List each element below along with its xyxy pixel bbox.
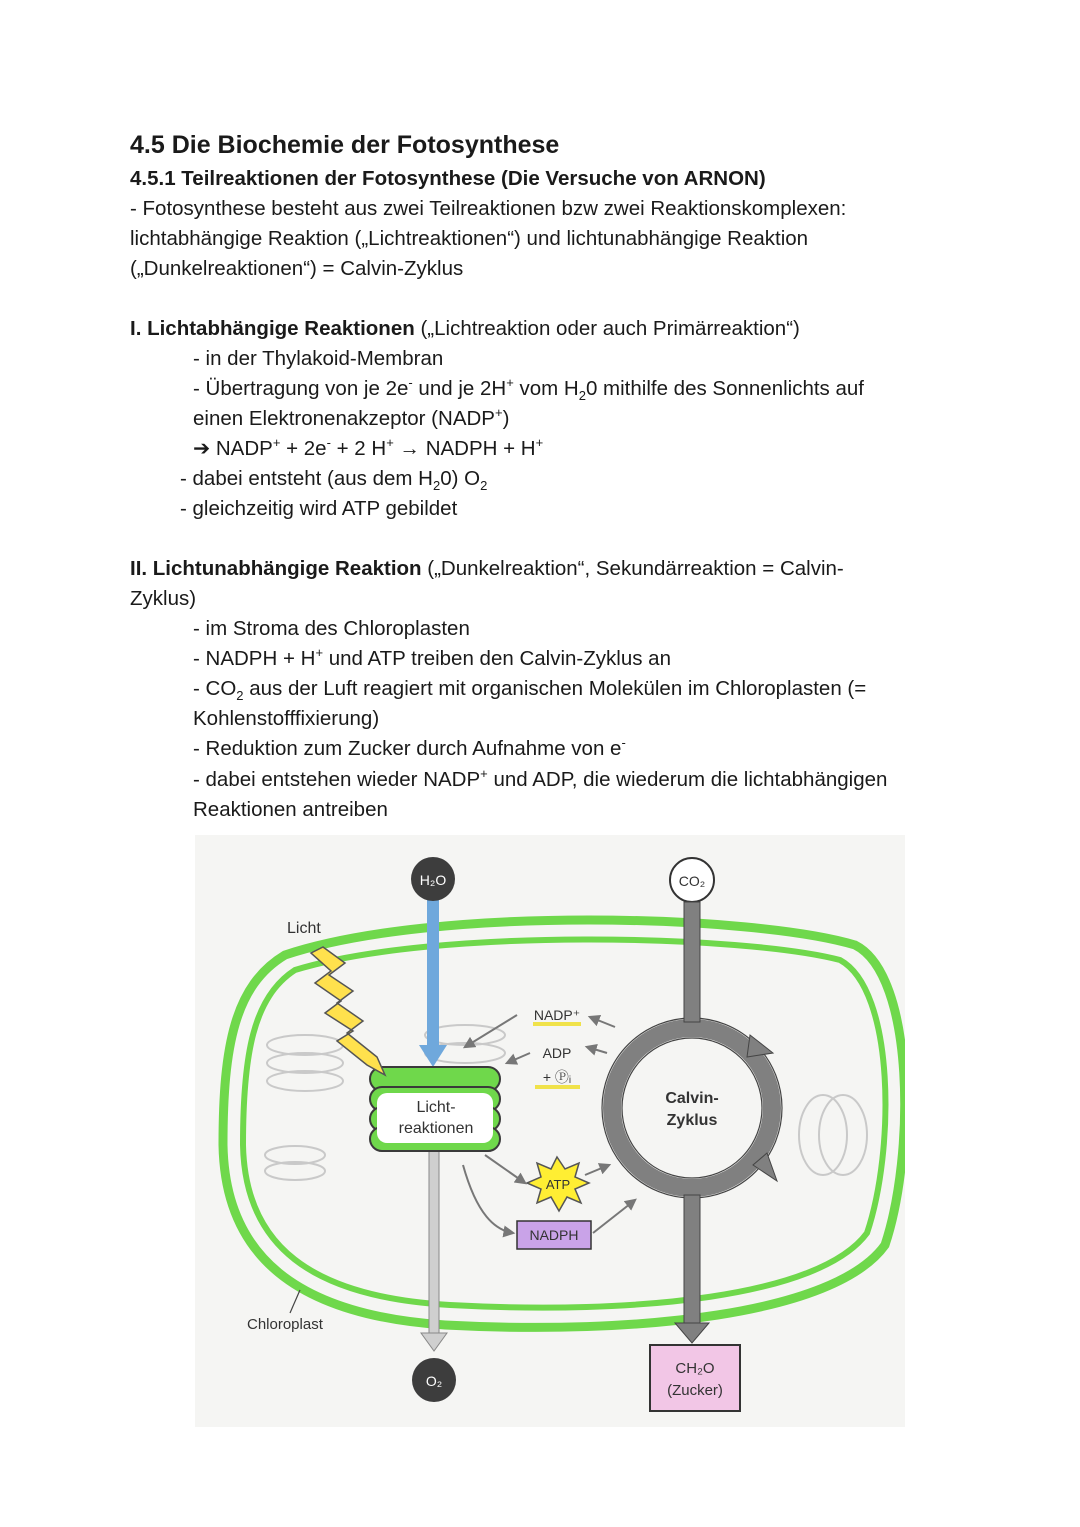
s2b5: - dabei entstehen wieder NADP [193, 768, 481, 791]
s2b4-sup: - [621, 735, 626, 751]
s1b2l2-sup: + [494, 405, 503, 421]
s2b5-sup: + [480, 766, 488, 782]
light-label: Licht [287, 920, 321, 937]
sugar-label-2: (Zucker) [667, 1382, 723, 1399]
s1b2l2: einen Elektronenakzeptor (NADP [193, 407, 495, 430]
calvin-label-2: Zyklus [666, 1112, 718, 1129]
eq-a-sup: + [272, 435, 281, 451]
calvin-label-1: Calvin- [665, 1090, 719, 1107]
sugar-label-1: CH₂O [675, 1360, 715, 1377]
section2-title: II. Lichtunabhängige Reaktion [130, 557, 422, 580]
s1b2b-sup: + [506, 375, 514, 391]
section1-bullet-4: - gleichzeitig wird ATP gebildet [180, 497, 458, 520]
o2-label: O₂ [425, 1373, 443, 1389]
nadp-plus-label: NADP⁺ [533, 1007, 581, 1023]
section2-title-note: („Dunkelreaktion“, Sekundärreaktion = Calvin- [421, 557, 844, 580]
s2b4: - Reduktion zum Zucker durch Aufnahme von e [193, 737, 622, 760]
section1-bullet-2 [193, 374, 864, 404]
s2b2b: und ATP treiben den Calvin-Zyklus an [323, 647, 671, 670]
light-reactions-label-2: reaktionen [398, 1120, 474, 1137]
sugar-box [650, 1345, 740, 1411]
co2-label: CO₂ [678, 873, 706, 889]
eq-c-sup: + [386, 435, 394, 451]
photosynthesis-diagram [195, 835, 905, 1427]
s1b3b: 0) O [440, 467, 481, 490]
h2o-arrow-shaft [427, 887, 439, 1047]
eq-b-sup: - [326, 435, 331, 451]
section1-equation [193, 434, 543, 464]
s2b2a: - NADPH + H [193, 647, 316, 670]
light-reactions-label-1: Licht- [416, 1099, 456, 1116]
pi-label: + Ⓟᵢ [542, 1069, 572, 1085]
section2-bullet-3 [193, 674, 866, 704]
s1b2c: vom H [513, 377, 579, 400]
s2b5b: und ADP, die wiederum die lichtabhängigen [487, 768, 888, 791]
s2b3a: - CO [193, 677, 237, 700]
section1-bullet-1: - in der Thylakoid-Membran [193, 347, 444, 370]
section1-bullet-3 [180, 464, 487, 494]
chloroplast-label: Chloroplast [247, 1316, 323, 1333]
atp-label: ATP [545, 1177, 571, 1192]
s1b3a-sub: 2 [432, 478, 441, 494]
eq-d-sup: + [535, 435, 544, 451]
co2-arrow-shaft [684, 902, 700, 1022]
section2-bullet-5-line2: Reaktionen antreiben [193, 798, 388, 821]
eq-c: + 2 H [330, 437, 387, 460]
intro-line-3: („Dunkelreaktionen“) = Calvin-Zyklus [130, 257, 464, 280]
section2-bullet-5 [193, 765, 887, 795]
eq-a: ➔ NADP [193, 437, 273, 460]
section2-bullet-2 [193, 644, 671, 674]
section2-bullet-1: - im Stroma des Chloroplasten [193, 617, 470, 640]
nadph-label: NADPH [529, 1227, 579, 1243]
sugar-arrow-shaft [684, 1195, 700, 1325]
section2-heading [130, 554, 844, 584]
eq-b: + 2e [280, 437, 327, 460]
s2b2a-sup: + [315, 645, 324, 661]
section1-title-note: („Lichtreaktion oder auch Primärreaktion“) [414, 317, 800, 340]
s1b3a: - dabei entsteht (aus dem H [180, 467, 433, 490]
o2-arrow-shaft [429, 1135, 439, 1335]
intro-line-2: lichtabhängige Reaktion („Lichtreaktionen“) und lichtunabhängige Reaktion [130, 227, 809, 250]
section1-title: I. Lichtabhängige Reaktionen [130, 317, 415, 340]
section2-bullet-4 [193, 734, 626, 764]
s1b2l2-end: ) [502, 407, 510, 430]
intro-line-1: - Fotosynthese besteht aus zwei Teilreaktionen bzw zwei Reaktionskomplexen: [130, 197, 847, 220]
s1b3b-sub: 2 [480, 478, 488, 494]
section1-heading [130, 314, 800, 344]
section2-bullet-3-line2: Kohlenstofffixierung) [193, 707, 380, 730]
eq-d: → NADPH + H [393, 437, 536, 460]
s1b2a-sup: - [408, 375, 413, 391]
page-title: 4.5 Die Biochemie der Fotosynthese [130, 131, 560, 159]
s1b2d: 0 mithilfe des Sonnenlichts auf [585, 377, 865, 400]
s2b3a-sub: 2 [236, 688, 244, 704]
h2o-label: H₂O [419, 872, 447, 888]
section2-heading-line2: Zyklus) [130, 587, 197, 610]
adp-label: ADP [542, 1045, 572, 1061]
section-subtitle: 4.5.1 Teilreaktionen der Fotosynthese (Die Versuche von ARNON) [130, 167, 766, 190]
s1b2b: und je 2H [412, 377, 507, 400]
section1-bullet-2-line2 [193, 404, 509, 434]
s1b2c-sub: 2 [578, 388, 586, 404]
s1b2a: - Übertragung von je 2e [193, 377, 409, 400]
s2b3b: aus der Luft reagiert mit organischen Molekülen im Chloroplasten (= [243, 677, 867, 700]
